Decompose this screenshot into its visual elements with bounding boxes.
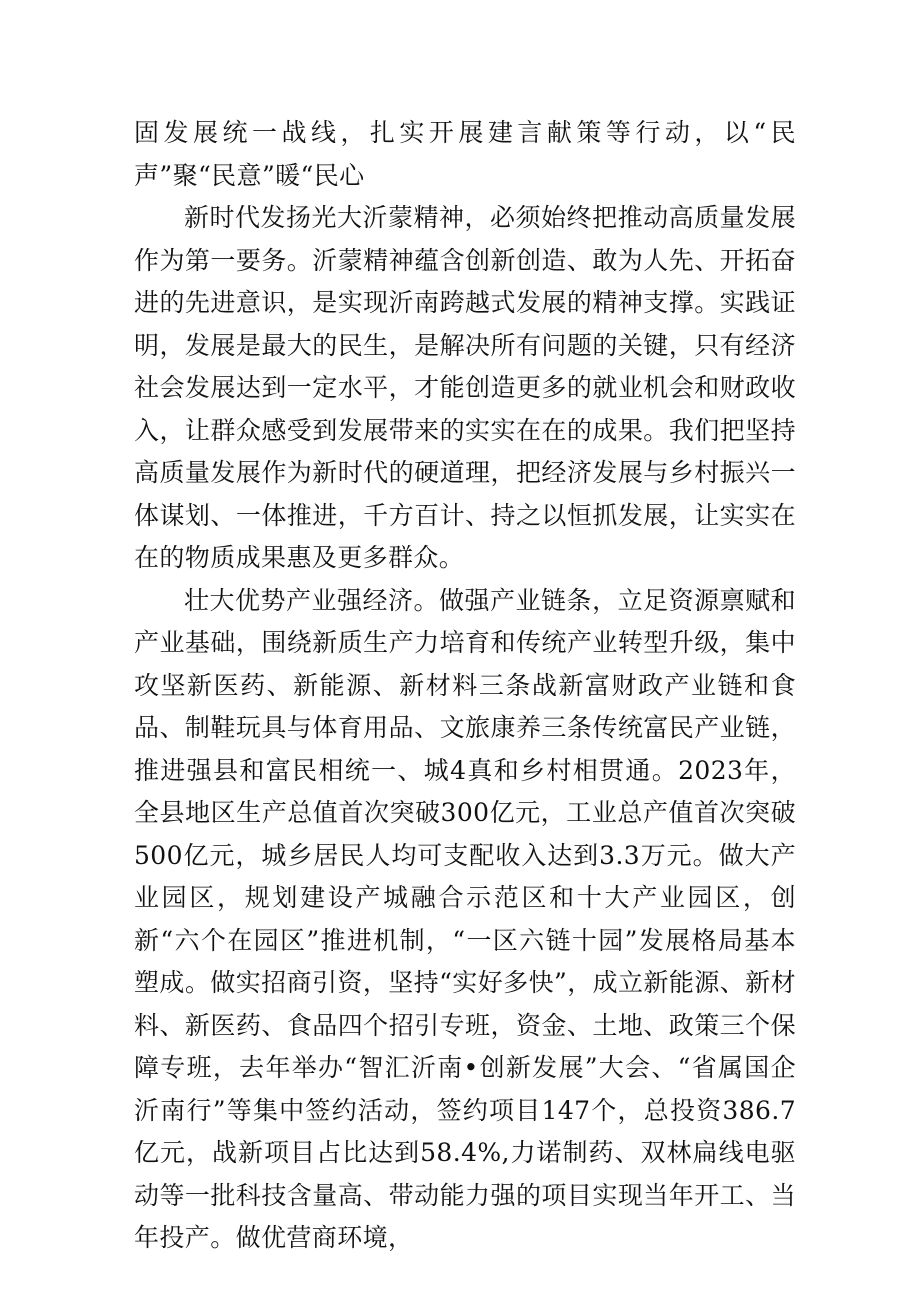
paragraph-industry-economy: 壮大优势产业强经济。做强产业链条，立足资源禀赋和产业基础，围绕新质生产力培育和传统产业转型升级，集中攻坚新医药、新能源、新材料三条战新富财政产业链和食品、制鞋玩具与体育用品、文旅康养三条传统富民产业链，推进强县和富民相统一、城4真和乡村相贯通。2023年，全县地区生产总值首次突破300亿元，工业总产值首次突破500亿元，城乡居民人均可支配收入达到3.3万元。做大产业园区，规划建设产城融合示范区和十大产业园区，创新“六个在园区”推进机制，“一区六链十园”发展格局基本塑成。做实招商引资，坚持“实好多快”，成立新能源、新材料、新医药、食品四个招引专班，资金、土地、政策三个保障专班，去年举办“智汇沂南•创新发展”大会、“省属国企沂南行”等集中签约活动，签约项目147个，总投资386.7亿元，战新项目占比达到58.4%,力诺制药、双林扁线电驱动等一批科技含量高、带动能力强的项目实现当年开工、当年投产。做优营商环境， [134, 585, 796, 1252]
paragraph-continuation: 固发展统一战线，扎实开展建言献策等行动，以“民声”聚“民意”暖“民心 [134, 118, 796, 190]
paragraph-development-priority: 新时代发扬光大沂蒙精神，必须始终把推动高质量发展作为第一要务。沂蒙精神蕴含创新创造、敢为人先、开拓奋进的先进意识，是实现沂南跨越式发展的精神支撑。实践证明，发展是最大的民生，是解决所有问题的关键，只有经济社会发展达到一定水平，才能创造更多的就业机会和财政收入，让群众感受到发展带来的实实在在的成果。我们把坚持高质量发展作为新时代的硬道理，把经济发展与乡村振兴一体谋划、一体推进，千方百计、持之以恒抓发展，让实实在在的物质成果惠及更多群众。 [134, 203, 796, 572]
document-body [134, 112, 796, 1260]
